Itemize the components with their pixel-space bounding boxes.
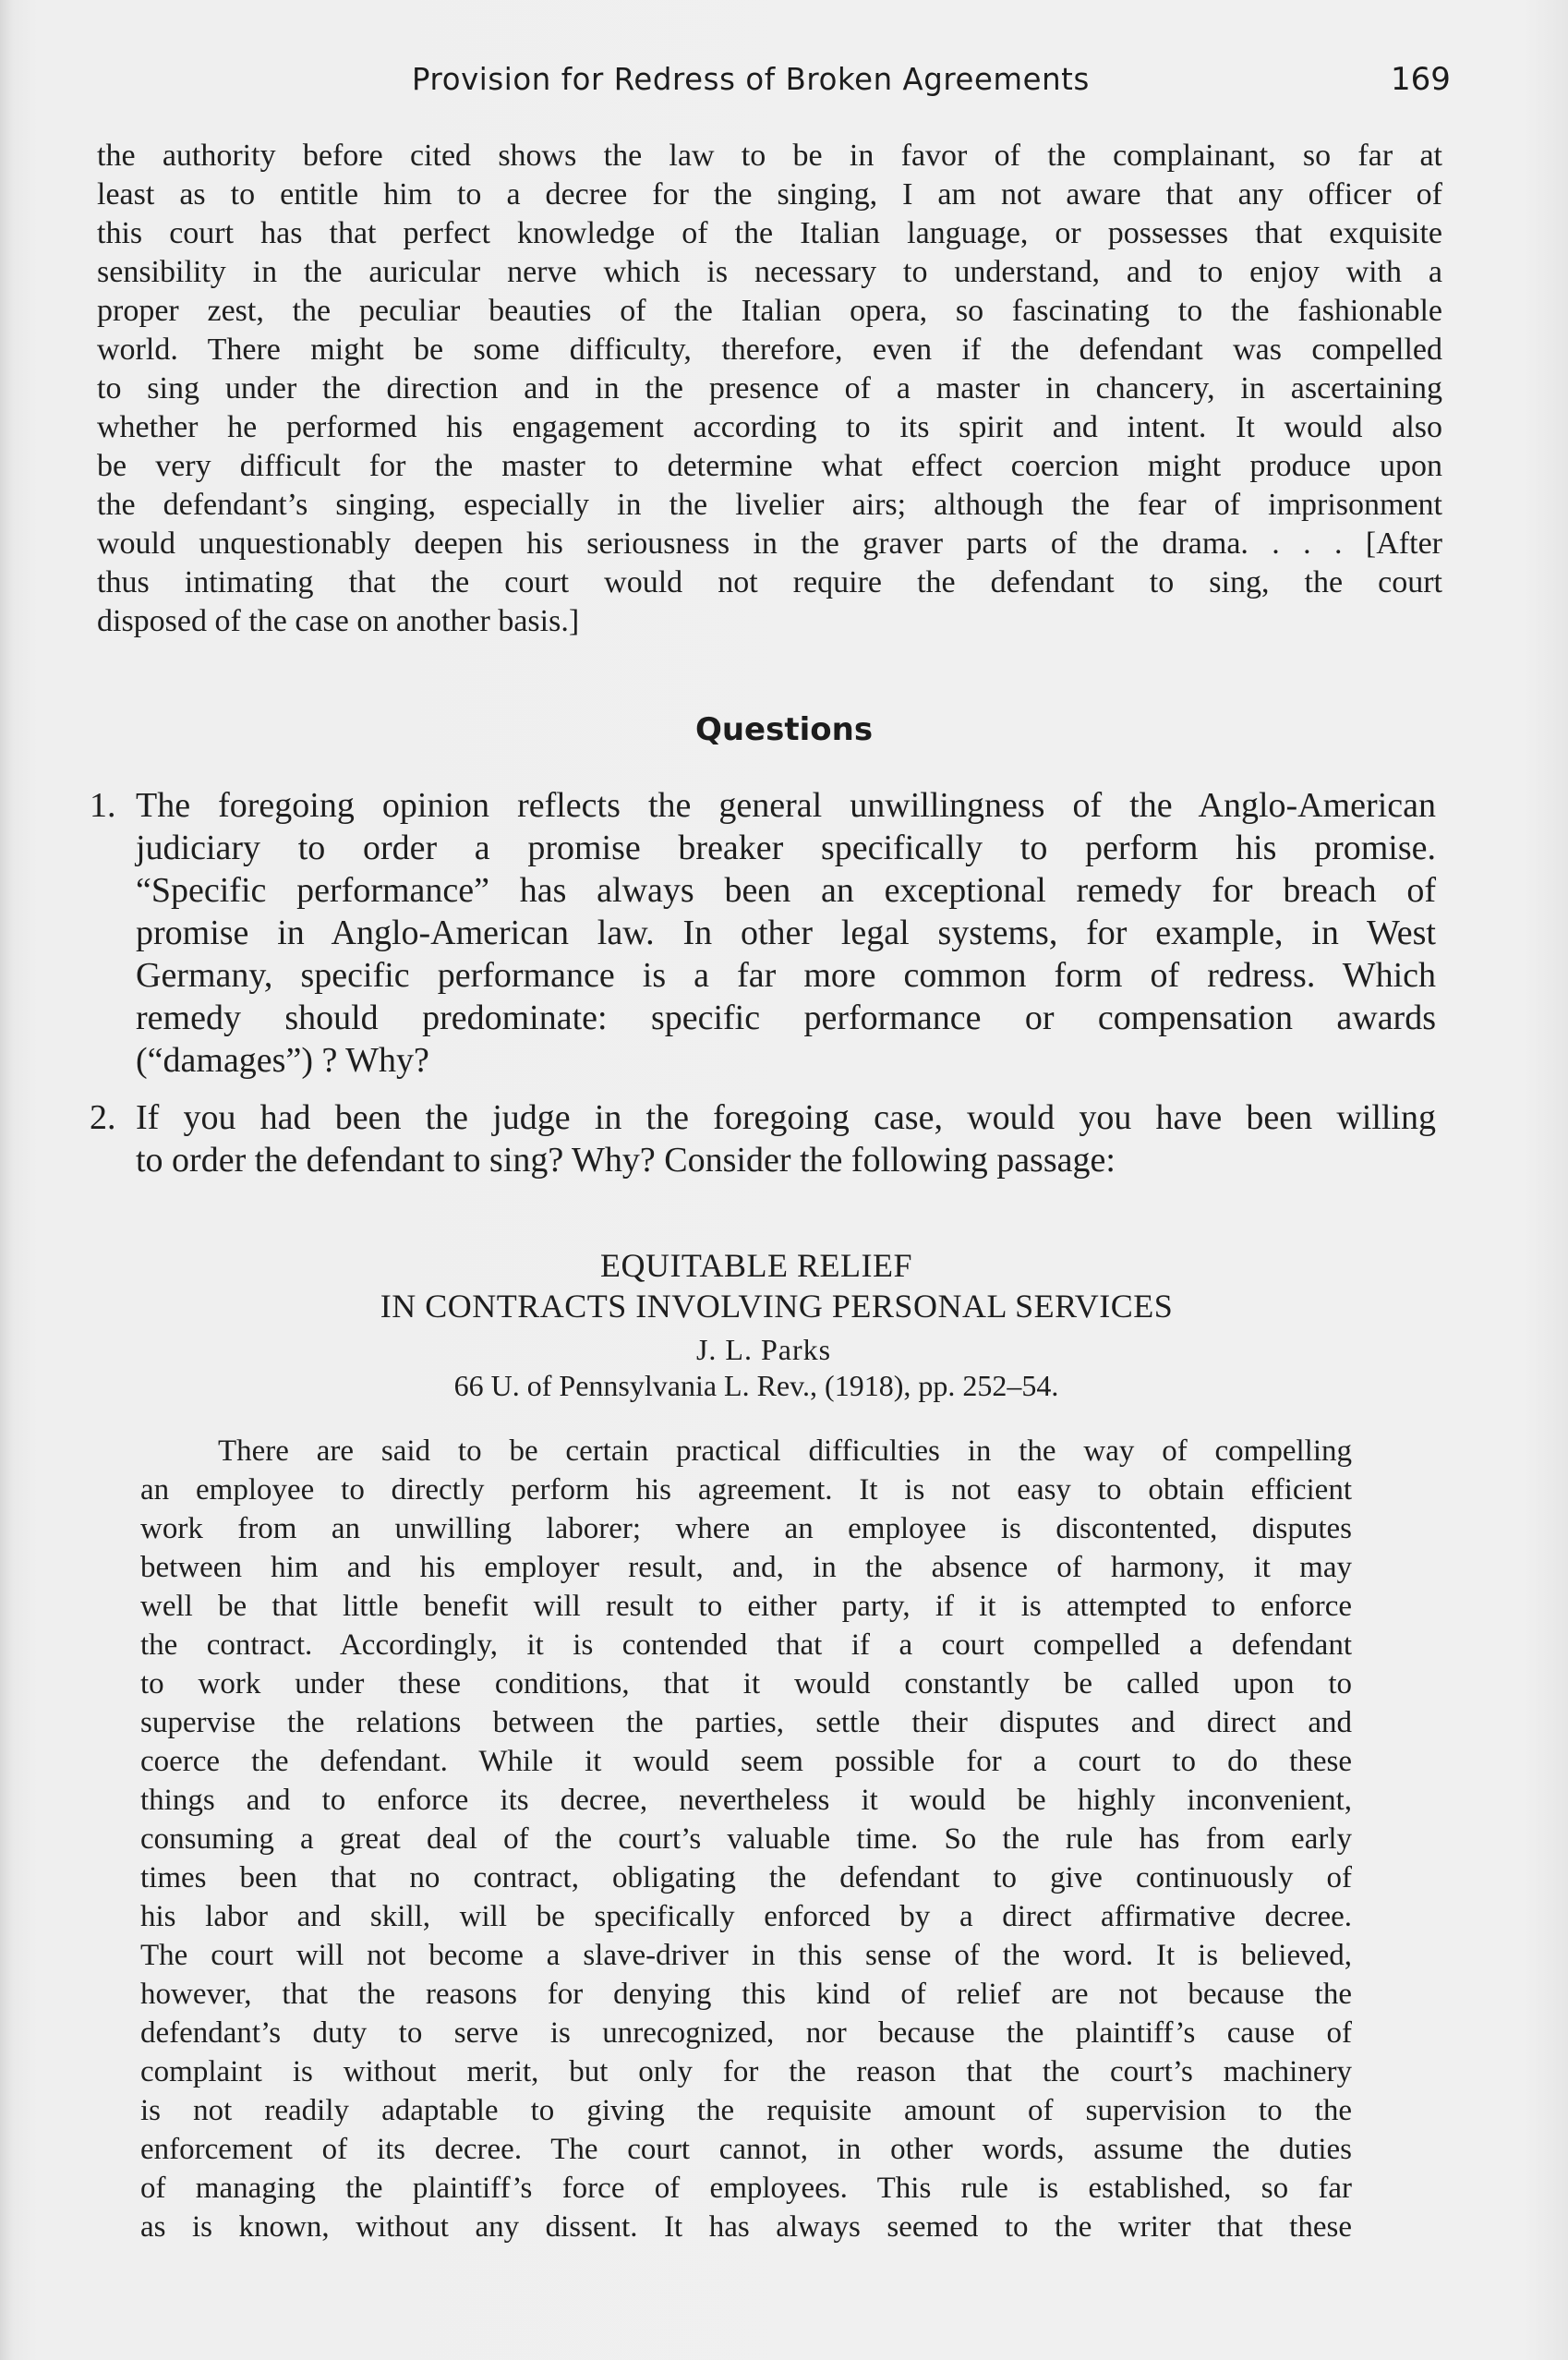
running-title: Provision for Redress of Broken Agreements xyxy=(412,61,1090,97)
text-line: The court will not become a slave-driver in this sense of the word. It is believed, xyxy=(140,1939,1352,1972)
text-line: times been that no contract, obligating the defendant to give continuously of xyxy=(140,1861,1352,1894)
text-line: There are said to be certain practical difficulties in the way of compelling xyxy=(218,1434,1352,1468)
text-line: work from an unwilling laborer; where an employee is discontented, disputes xyxy=(140,1512,1352,1545)
text-line: promise in Anglo-American law. In other legal systems, for example, in West xyxy=(136,914,1436,952)
question-number: 1. xyxy=(90,786,116,825)
text-line: sensibility in the auricular nerve which is necessary to understand, and to enjoy with a xyxy=(97,255,1442,289)
excerpt-author: J. L. Parks xyxy=(695,1333,832,1366)
text-line: of managing the plaintiff’s force of employees. This rule is established, so far xyxy=(140,2172,1352,2205)
text-line: coerce the defendant. While it would seem possible for a court to do these xyxy=(140,1745,1352,1778)
text-line: to work under these conditions, that it would constantly be called upon to xyxy=(140,1667,1352,1700)
text-line: his labor and skill, will be specifically enforced by a direct affirmative decree. xyxy=(140,1900,1352,1933)
text-line: world. There might be some difficulty, therefore, even if the defendant was compelled xyxy=(97,333,1442,367)
text-line: supervise the relations between the parties, settle their disputes and direct and xyxy=(140,1706,1352,1739)
text-line: disposed of the case on another basis.] xyxy=(97,604,580,638)
text-line: to sing under the direction and in the presence of a master in chancery, in ascertaining xyxy=(97,371,1442,405)
text-line: would unquestionably deepen his seriousness in the graver parts of the drama. . . . [After xyxy=(97,526,1442,561)
text-line: is not readily adaptable to giving the requisite amount of supervision to the xyxy=(140,2094,1352,2127)
running-head xyxy=(0,61,1568,102)
text-line: complaint is without merit, but only for the reason that the court’s machinery xyxy=(140,2055,1352,2088)
text-line: (“damages”) ? Why? xyxy=(136,1041,429,1080)
text-line: however, that the reasons for denying this kind of relief are not because the xyxy=(140,1978,1352,2011)
text-line: things and to enforce its decree, nevertheless it would be highly inconvenient, xyxy=(140,1784,1352,1817)
section-heading: Questions xyxy=(694,711,874,748)
text-line: The foregoing opinion reflects the general unwillingness of the Anglo-American xyxy=(136,786,1436,825)
text-line: the authority before cited shows the law to be in favor of the complainant, so far at xyxy=(97,139,1442,173)
text-line: defendant’s duty to serve is unrecognized, nor because the plaintiff’s cause of xyxy=(140,2016,1352,2050)
text-line: an employee to directly perform his agreement. It is not easy to obtain efficient xyxy=(140,1473,1352,1507)
excerpt-title-line-1: EQUITABLE RELIEF xyxy=(599,1247,913,1284)
question-number: 2. xyxy=(90,1098,116,1137)
text-line: to order the defendant to sing? Why? Consider the following passage: xyxy=(136,1141,1116,1180)
text-line: least as to entitle him to a decree for the singing, I am not aware that any officer of xyxy=(97,177,1442,212)
text-line: consuming a great deal of the court’s valuable time. So the rule has from early xyxy=(140,1822,1352,1856)
text-line: judiciary to order a promise breaker specifically to perform his promise. xyxy=(136,829,1436,867)
text-line: If you had been the judge in the foregoing case, would you have been willing xyxy=(136,1098,1436,1137)
text-line: the contract. Accordingly, it is contended that if a court compelled a defendant xyxy=(140,1628,1352,1662)
text-line: enforcement of its decree. The court cannot, in other words, assume the duties xyxy=(140,2133,1352,2166)
text-line: between him and his employer result, and, in the absence of harmony, it may xyxy=(140,1551,1352,1584)
text-line: thus intimating that the court would not require the defendant to sing, the court xyxy=(97,565,1442,599)
text-line: as is known, without any dissent. It has always seemed to the writer that these xyxy=(140,2210,1352,2244)
excerpt-citation: 66 U. of Pennsylvania L. Rev., (1918), pp. 252–54. xyxy=(453,1369,1059,1402)
page-number: 169 xyxy=(1391,61,1451,98)
text-line: the defendant’s singing, especially in the livelier airs; although the fear of imprisonment xyxy=(97,488,1442,522)
excerpt-title-line-2: IN CONTRACTS INVOLVING PERSONAL SERVICES xyxy=(380,1288,1174,1325)
text-line: whether he performed his engagement according to its spirit and intent. It would also xyxy=(97,410,1442,444)
text-line: be very difficult for the master to determine what effect coercion might produce upon xyxy=(97,449,1442,483)
text-line: proper zest, the peculiar beauties of the Italian opera, so fascinating to the fashionable xyxy=(97,294,1442,328)
text-line: well be that little benefit will result to either party, if it is attempted to enforce xyxy=(140,1590,1352,1623)
text-line: this court has that perfect knowledge of the Italian language, or possesses that exquisite xyxy=(97,216,1442,250)
text-line: remedy should predominate: specific performance or compensation awards xyxy=(136,998,1436,1037)
text-line: Germany, specific performance is a far more common form of redress. Which xyxy=(136,956,1436,995)
text-line: “Specific performance” has always been an exceptional remedy for breach of xyxy=(136,871,1436,910)
